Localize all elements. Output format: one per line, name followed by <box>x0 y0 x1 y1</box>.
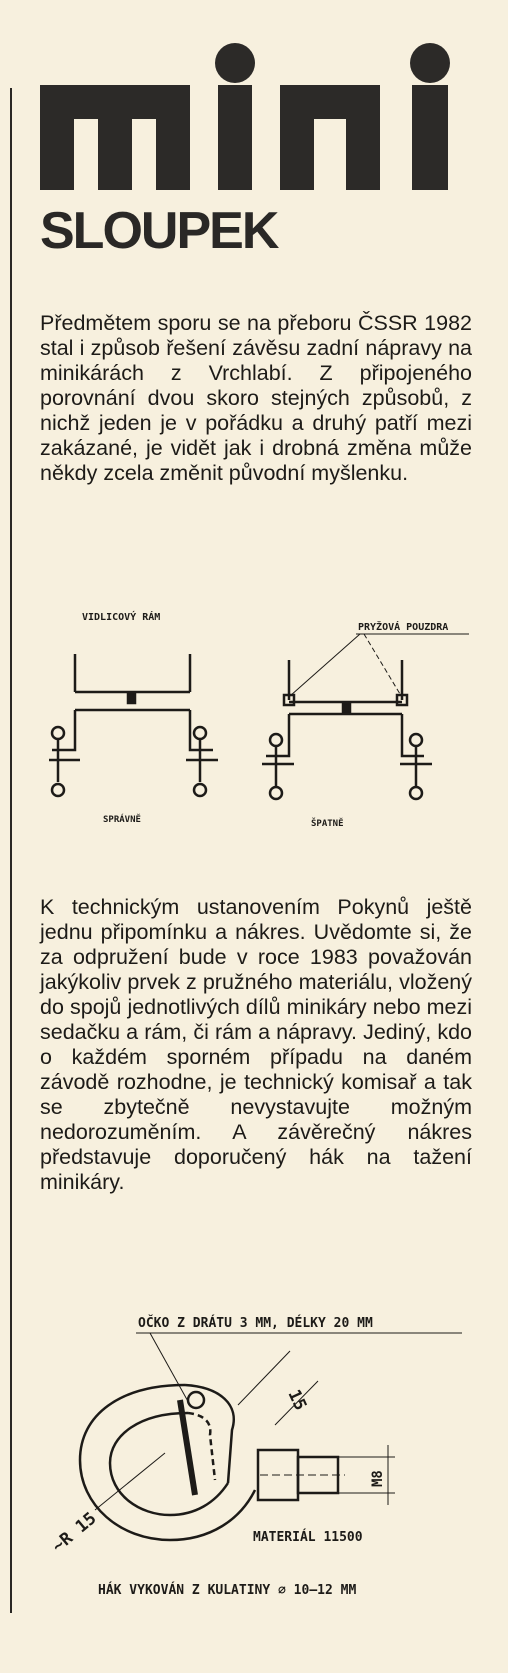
wrong-axle-drawing <box>262 660 432 799</box>
intro-paragraph: Předmětem sporu se na přeboru ČSSR 1982 stal i způsob řešení závěsu zadní nápravy na minikárách z Vrchlabí. Z připojeného porovnání dvou skoro stejných způsobů, z nichž jeden je v pořádku a druhý patří mezi zakázané, je vidět jak i drobná změna může někdy zcela změnit původní myšlenku. <box>40 311 472 485</box>
dim-15: 15 <box>283 1386 311 1414</box>
label-forged: HÁK VYKOVÁN Z KULATINY ⌀ 10–12 MM <box>98 1583 357 1598</box>
body-paragraph: K technickým ustanovením Pokynů ještě jednu připomínku a nákres. Uvědomte si, že za odpružení bude v roce 1983 považován jakýkoliv prvek z pružného materiálu, vložený do spojů jednotlivých dílů minikáry nebo mezi sedačku a rám, či rám a nápravy. Jediný, kdo o každém sporném případu na daném závodě rozhodne, je technický komisař a tak se zbytečně nevystavujte možným nedorozuměním. A závěrečný nákres představuje doporučený hák na tažení minikáry. <box>40 895 472 1194</box>
label-material: MATERIÁL 11500 <box>253 1530 363 1545</box>
dim-r15: ~R 15 <box>48 1508 101 1557</box>
label-frame: VIDLICOVÝ RÁM <box>82 612 161 623</box>
label-wrong: ŠPATNĚ <box>311 819 344 829</box>
label-bushing: PRYŽOVÁ POUZDRA <box>358 622 449 633</box>
suspension-figure <box>0 600 508 840</box>
label-eye: OČKO Z DRÁTU 3 MM, DÉLKY 20 MM <box>138 1316 373 1331</box>
subtitle: SLOUPEK <box>40 202 278 260</box>
mini-logo <box>40 40 464 190</box>
hook-drawing <box>80 1385 345 1540</box>
dim-m8: M8 <box>370 1470 386 1487</box>
correct-axle-drawing <box>49 654 218 796</box>
label-correct: SPRÁVNĚ <box>103 815 141 825</box>
tow-hook-figure <box>0 1305 508 1605</box>
